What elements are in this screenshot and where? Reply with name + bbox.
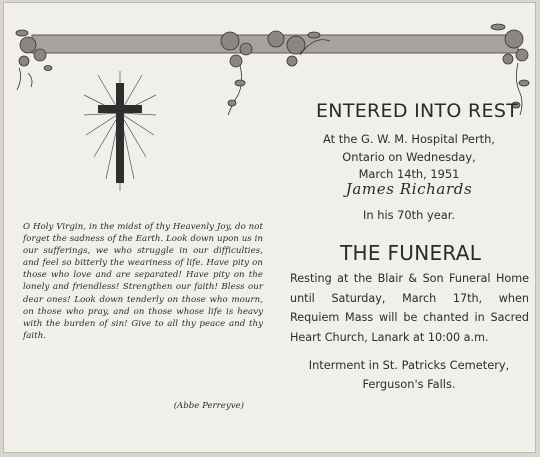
interment-line-1: Interment in St. Patricks Cemetery, bbox=[308, 358, 510, 372]
death-date: March 14th, 1951 bbox=[358, 167, 460, 181]
funeral-heading: THE FUNERAL bbox=[340, 241, 482, 265]
prayer-attribution: (Abbe Perreyve) bbox=[173, 401, 244, 411]
entered-into-rest-heading: ENTERED INTO REST bbox=[316, 100, 519, 122]
place-line-1: At the G. W. M. Hospital Perth, bbox=[323, 132, 495, 146]
interment-line-2: Ferguson's Falls. bbox=[362, 377, 456, 391]
age-line: In his 70th year. bbox=[363, 208, 455, 222]
prayer-text: O Holy Virgin, in the midst of thy Heavenly Joy, do not forget the sadness of the Earth. Look down upon us in our sufferings, we who struggle in our difficulties, and feel so bitterly the weariness of life. Have pity on those who love and are separated! Have pity on the lonely and friendless! Strengthen our faith! Bless our dear ones! Look down tenderly on those who mourn, on those who pray, and on those whose life is heavy with the burden of sin! Give to all thy peace and thy faith. bbox=[23, 222, 263, 341]
deceased-name: James Richards bbox=[345, 180, 473, 198]
place-line-2: Ontario on Wednesday, bbox=[342, 150, 476, 164]
memorial-card bbox=[3, 2, 536, 453]
cross-icon bbox=[82, 69, 158, 193]
funeral-details: Resting at the Blair & Son Funeral Home until Saturday, March 17th, when Requiem Mass will be chanted in Sacred Heart Church, Lanark at 10:00 a.m. bbox=[290, 272, 529, 344]
